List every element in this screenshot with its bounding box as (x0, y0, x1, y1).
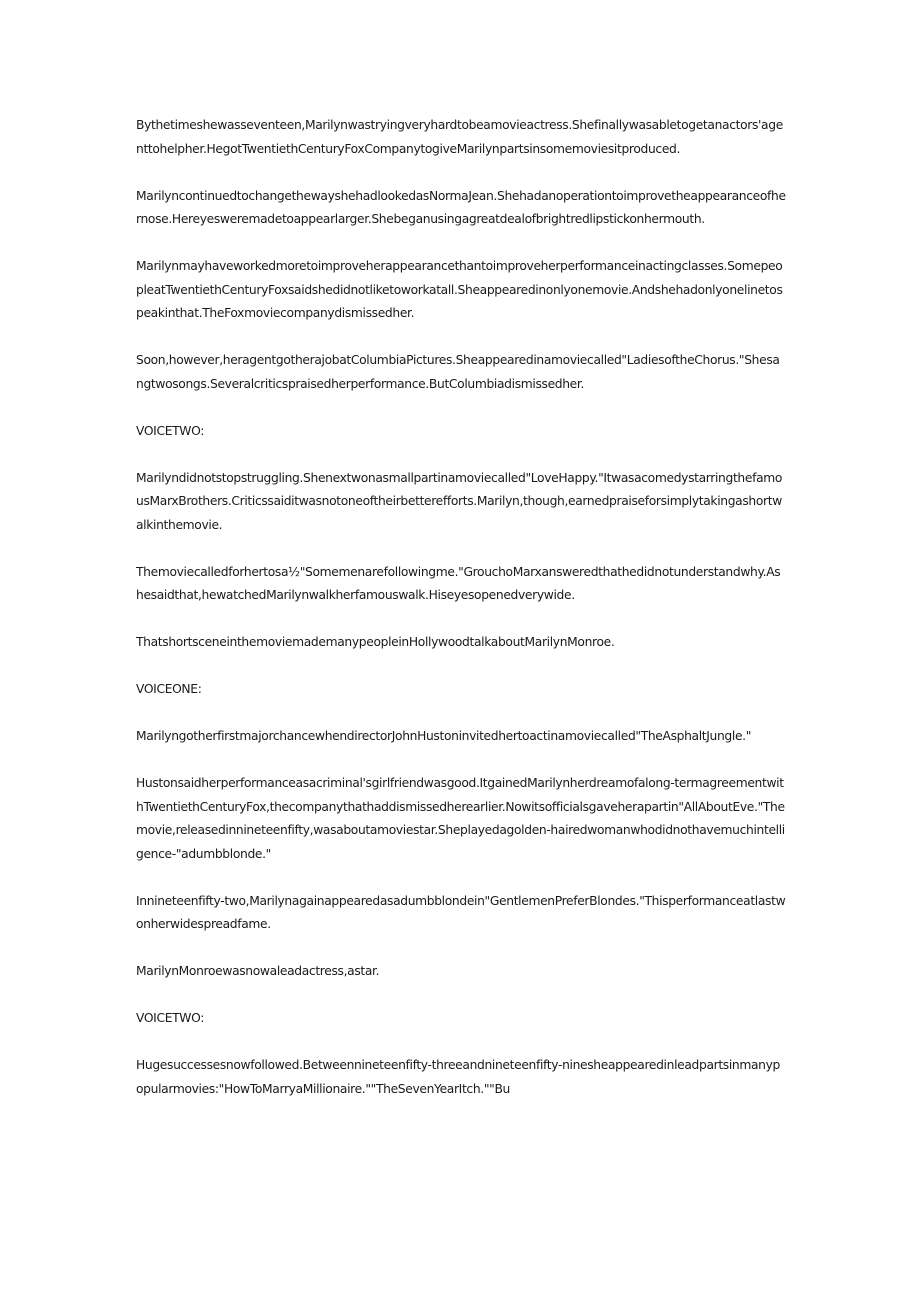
paragraph-9: Hustonsaidherperformanceasacriminal'sgirlfriendwasgood.ItgainedMarilynherdreamofalong-termagreementwithTwentiethCenturyFox,thecompanythathaddismissedherearlier.Nowitsofficialsgaveherapartin"AllAboutEve."Themovie,releasedinnineteenfifty,wasaboutamoviestar.Sheplayedagolden-hairedwomanwhodidnothavemuchintelligence-"adumbblonde." (136, 776, 785, 861)
paragraph-8: MarilyngotherfirstmajorchancewhendirectorJohnHustoninvitedhertoactinamoviecalled"TheAsphaltJungle." (136, 729, 752, 743)
paragraph-10: Innineteenfifty-two,Marilynagainappearedasadumbblondein"GentlemenPreferBlondes."Thisperformanceatlastwonherwidespreadfame. (136, 893, 786, 931)
speaker-heading-voice-two-2: VOICETWO: (136, 1011, 204, 1025)
paragraph-12: Hugesuccessesnowfollowed.Betweennineteenfifty-threeandnineteenfifty-ninesheappearedinleadpartsinmanypopularmovies:"HowToMarryaMillionaire.""TheSevenYearItch.""Bu (136, 1058, 781, 1096)
paragraph-3: Marilynmayhaveworkedmoretoimproveherappearancethantoimproveherperformanceinactingclasses.SomepeopleatTwentiethCenturyFoxsaidshedidnotliketoworkatall.Sheappearedinonlyonemovie.Andshehadonlyonelinetospeakinthat.TheFoxmoviecompanydismissedher. (136, 259, 783, 320)
paragraph-6: Themoviecalledforhertosa½"Somemenarefollowingme."GrouchoMarxansweredthathedidnotunderstandwhy.Ashesaidthat,hewatchedMarilynwalkherfamouswalk.Hiseyesopenedverywide. (136, 564, 781, 602)
paragraph-2: MarilyncontinuedtochangethewayshehadlookedasNormaJean.Shehadanoperationtoimprovetheappearanceofhernose.Hereyesweremadetoappearlarger.Shebeganusingagreatdealofbrightredlipstickonhermouth. (136, 188, 786, 226)
paragraph-5: Marilyndidnotstopstruggling.Shenextwonasmallpartinamoviecalled"LoveHappy."ItwasacomedystarringthefamousMarxBrothers.Criticssaiditwasnotoneoftheirbetterefforts.Marilyn,though,earnedpraiseforsimplytakingashortwalkinthemovie. (136, 470, 783, 532)
paragraph-7: ThatshortsceneinthemoviemademanypeopleinHollywoodtalkaboutMarilynMonroe. (136, 635, 615, 649)
document-body (136, 114, 786, 1125)
paragraph-11: MarilynMonroewasnowaleadactress,astar. (136, 964, 380, 978)
speaker-heading-voice-one: VOICEONE: (136, 682, 202, 696)
speaker-heading-voice-two: VOICETWO: (136, 423, 204, 438)
paragraph-1: Bythetimeshewasseventeen,Marilynwastryingveryhardtobeamovieactress.Shefinallywasabletogetanactors'agenttohelpher.HegotTwentiethCenturyFoxCompanytogiveMarilynpartsinsomemoviesitproduced. (136, 118, 783, 156)
paragraph-4: Soon,however,heragentgotherajobatColumbiaPictures.Sheappearedinamoviecalled"LadiesoftheChorus."Shesangtwosongs.Severalcriticspraisedherperformance.ButColumbiadismissedher. (136, 353, 780, 391)
